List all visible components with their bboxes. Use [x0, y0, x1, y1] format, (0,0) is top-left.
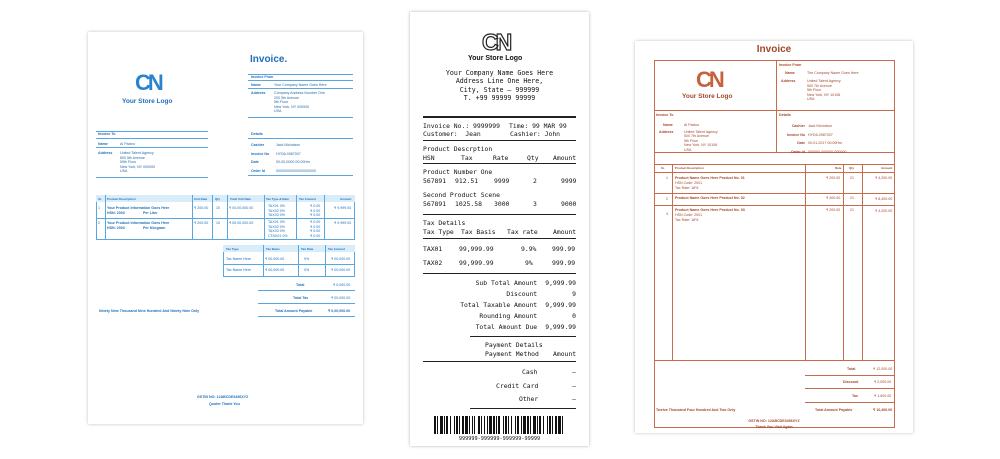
from-name: Your Company Name Goes Here — [274, 83, 327, 87]
row1-per: Per Liter — [143, 211, 158, 215]
details-values: Jack Nicholson HYD6-0987007 00-00-0000 00:00Hrs 00000000000000000000 — [276, 143, 316, 173]
barcode-bar — [469, 416, 470, 434]
receipt-col-hsn: HSN — [423, 154, 435, 162]
red-to-address: United Talent Agency 500 7th Avenue 5th Floor New York, NY 10108 USA — [684, 130, 718, 152]
row2-total: ₹ 00,00,000.00 — [229, 221, 254, 225]
red-from-name: The Company Name Goes Here — [807, 71, 859, 75]
red-discount-value: ₹ 2,000.00 — [874, 380, 892, 384]
red-details-keys: Cashier Invoice No Date Order Id — [786, 124, 805, 154]
total-value: ₹ 0,000.00 — [333, 283, 351, 287]
barcode-bar — [481, 416, 482, 434]
red-total-label: Total — [847, 367, 856, 371]
red-amount-in-words: Twelve Thousand Four Hundred And Two Only — [656, 408, 736, 412]
receipt-item1-tax: 912.51 — [455, 177, 479, 185]
payable-value: ₹ 0,00,000.00 — [328, 309, 351, 313]
receipt-item1-rate: 9999 — [494, 177, 510, 185]
receipt-tax2-basis: 99,999.99 — [459, 259, 494, 267]
red-to-address-label: Address — [659, 130, 674, 134]
row2-rate: ₹ 200.00 — [194, 221, 209, 225]
red-from-heading: Invoice From — [779, 63, 802, 67]
details-heading: Details — [251, 132, 263, 136]
receipt-payment-amount: Amount — [553, 350, 577, 358]
red-to-heading: Invoice To — [656, 113, 674, 117]
red-invoice-title: Invoice — [756, 44, 792, 55]
barcode-bar — [456, 416, 458, 434]
red-row1-rate: ₹ 200.00 — [826, 176, 841, 180]
red-row1-desc: Product Name Goes Here Product No. 01 — [675, 176, 745, 180]
row2-desc: Your Product Information Goes Here — [107, 221, 170, 225]
receipt-col-tax: Tax — [461, 154, 473, 162]
red-col-amount: Amount — [881, 166, 893, 170]
barcode-bar — [487, 416, 488, 434]
red-row2-qty: 21 — [850, 196, 854, 200]
red-row2-sr: 2 — [666, 197, 668, 201]
barcode-bar — [539, 416, 541, 434]
red-row3-desc: Product Name Goes Here Product No. 03 — [675, 208, 745, 212]
barcode-text: 999999-999999-999999-99999 — [458, 436, 541, 442]
row1-desc: Your Product Information Goes Here — [107, 206, 170, 210]
receipt-tax1-type: TAX01 — [423, 245, 443, 253]
receipt-item2-qty: 3 — [533, 200, 537, 208]
red-col-rate: Rate — [835, 166, 842, 170]
receipt-summary: Sub Total Amount 9,999.99 Discount 9 Total Taxable Amount 9,999.99 Rounding Amount 0 Total Amount Due 9,999.99 — [460, 279, 576, 331]
receipt-item2-rate: 3000 — [494, 200, 510, 208]
total-label: Total — [296, 283, 305, 287]
to-address-label: Address — [98, 151, 113, 155]
barcode-bar — [547, 416, 548, 434]
red-payable-value: ₹ 10,400.00 — [873, 408, 893, 412]
row1-taxamt: ₹ 0.00 ₹ 0.00 ₹ 0.00 — [310, 204, 321, 217]
red-row1-tax: Tax Rate: 18% — [675, 186, 699, 190]
receipt-company-block — [410, 69, 589, 103]
barcode-bar — [459, 416, 460, 434]
row1-amount: ₹ 9,999.00 — [334, 206, 352, 210]
tax-row1-type: Tax Name Here — [226, 257, 251, 261]
receipt-address1: Address Line One Here, — [455, 77, 544, 86]
receipt-item1-name: Product Number One — [423, 168, 493, 176]
receipt-phone: T. +99 99999 99999 — [463, 94, 536, 103]
tax-row2-type: Tax Name Here — [226, 268, 251, 272]
barcode-bar — [493, 416, 495, 434]
red-row2-amount: ₹ 8,400.00 — [875, 197, 893, 201]
invoice-from-heading: Invoice From — [251, 75, 274, 79]
receipt-payment-method: Payment Method — [485, 350, 539, 358]
col-total-unit-rate: Total Unit Rate — [230, 197, 251, 201]
barcode-bar — [543, 416, 544, 434]
barcode-bar — [474, 416, 475, 434]
tax-col-basis: Tax Basis — [266, 247, 280, 251]
barcode-bar — [478, 416, 480, 434]
red-from-address-label: Address — [781, 79, 796, 83]
barcode-bar — [515, 416, 516, 434]
red-to-name: Al Pacino — [684, 123, 700, 127]
red-col-sr: Sr. — [661, 166, 665, 170]
row2-taxamt: ₹ 0.00 ₹ 0.00 ₹ 0.00 ₹ 0.00 — [310, 220, 321, 238]
receipt-address2: City, State – 999999 — [459, 85, 540, 94]
receipt-col-qty: Qty — [527, 154, 539, 162]
red-col-qty: Qty — [849, 166, 855, 170]
barcode-bar — [549, 416, 551, 434]
receipt-tax1-basis: 99,999.99 — [459, 245, 494, 253]
receipt-tax-col-basis: Tax Basis — [461, 228, 496, 236]
payable-label: Total Amount Payable — [275, 309, 313, 313]
to-address: United Talent Agency 800 5th Avenue 59th Floor New York, NY 000000 USA — [120, 151, 156, 174]
barcode-bar — [552, 416, 553, 434]
tax-row1-amount: ₹ 00,000.00 — [331, 257, 351, 261]
tax-row2-rate: 0% — [304, 268, 310, 272]
tax-row1-basis: ₹ 00,000.00 — [265, 257, 285, 261]
receipt-payment-heading: Payment Details — [485, 341, 543, 349]
details-keys: Cashier Invoice No Date Order Id — [251, 143, 270, 173]
red-row1-hsn: HSN Code: 2001 — [675, 181, 703, 185]
from-address: Company Address Number One 200 5th Avenue 5th Floor New York, NY 000000 USA — [274, 91, 325, 114]
barcode-bar — [434, 416, 436, 434]
red-row3-sr: 3 — [666, 212, 668, 216]
red-tax-label: Tax — [852, 394, 858, 398]
receipt-tax-col-amount: Amount — [553, 228, 577, 236]
from-address-label: Address — [251, 91, 266, 95]
receipt-logo-mark: CN — [482, 29, 510, 55]
receipt-invoice-no: Invoice No.: 9999999 — [423, 122, 500, 130]
barcode-bar — [533, 416, 536, 434]
col-qty: Qty — [215, 197, 221, 201]
store-logo-text: Your Store Logo — [122, 98, 173, 105]
red-details-heading: Details — [779, 113, 791, 117]
receipt-tax-col-type: Tax Type — [423, 228, 454, 236]
receipt-col-desc: Product Descrption — [423, 145, 493, 153]
red-to-name-label: Name — [663, 123, 673, 127]
gstin: GSTIN NO: 12ABCDE3456XYZ — [197, 395, 249, 399]
barcode-bar — [558, 416, 561, 434]
barcode-bar — [450, 416, 451, 434]
tax-row2-amount: ₹ 00,000.00 — [331, 268, 351, 272]
barcode-bar — [508, 416, 509, 434]
barcode-bar — [440, 416, 443, 434]
row1-rate: ₹ 200.00 — [194, 206, 209, 210]
blue-invoice-page — [88, 32, 363, 424]
amount-in-words: Ninety Nine Thousand Nine Hundred And Ninety Nine Only — [99, 309, 200, 313]
barcode-bar — [555, 416, 557, 434]
receipt-payment-rows: Cash – Credit Card – Other – — [496, 368, 576, 403]
tax-col-amount: Tax Amount — [328, 247, 345, 251]
barcode-bar — [523, 416, 526, 434]
red-row2-desc: Product Name Goes Here Product No. 02 — [675, 196, 745, 200]
col-unit-rate: Unit Rate — [194, 197, 208, 201]
receipt-page — [410, 12, 589, 446]
col-tax-type: Tax Type & Rate — [266, 197, 289, 201]
barcode-bar — [498, 416, 500, 434]
red-row3-qty: 21 — [850, 208, 854, 212]
barcode-bar — [530, 416, 531, 434]
receipt-item1-qty: 2 — [533, 177, 537, 185]
red-logo-text: Your Store Logo — [682, 93, 733, 100]
red-discount-label: Discount — [843, 380, 859, 384]
barcode-bar — [462, 416, 464, 434]
receipt-item2-amount: 9000 — [561, 200, 577, 208]
to-name-label: Name — [98, 142, 108, 146]
red-tax-value: ₹ 1,600.00 — [874, 394, 892, 398]
receipt-item2-hsn: 567891 — [423, 200, 447, 208]
row2-hsn: HSN: 2003 — [107, 226, 125, 230]
receipt-tax2-rate: 9% — [525, 259, 533, 267]
store-logo-mark: CN — [135, 70, 161, 95]
red-from-name-label: Name — [785, 71, 795, 75]
receipt-item1-hsn: 567891 — [423, 177, 447, 185]
row2-sr: 2 — [98, 221, 100, 225]
row1-hsn: HSN: 2003 — [107, 211, 125, 215]
col-desc: Product Description — [107, 197, 136, 201]
receipt-company: Your Company Name Goes Here — [445, 69, 554, 77]
barcode-bar — [444, 416, 445, 434]
red-row1-qty: 21 — [850, 176, 854, 180]
red-invoice-page — [635, 41, 913, 433]
red-total-value: ₹ 12,000.00 — [873, 367, 893, 371]
tax-row2-basis: ₹ 00,000.00 — [265, 268, 285, 272]
receipt-customer: Customer: Jean — [423, 130, 481, 138]
row1-qty: 10 — [216, 206, 220, 210]
tax-col-rate: Tax Rate — [301, 247, 314, 251]
barcode-image — [434, 416, 565, 434]
invoice-title: Invoice. — [250, 54, 288, 65]
col-tax-amount: Tax Amount — [299, 197, 316, 201]
receipt-item2-name: Second Product Scene — [423, 191, 500, 199]
receipt-logo-text: Your Store Logo — [468, 55, 523, 62]
row2-per: Per Kilogram — [143, 226, 166, 230]
receipt-col-rate: Rate — [493, 154, 509, 162]
red-thank-you: Thank You Visit Again — [755, 425, 793, 429]
red-payable-label: Total Amount Payable — [815, 408, 853, 412]
receipt-tax-col-rate: Tax rate — [507, 228, 538, 236]
row1-taxes: TAX01 0% TAX02 0% TAX03 0% — [268, 204, 285, 217]
tax-row1-rate: 9% — [304, 257, 310, 261]
thank-you-note: Quoter Thank You — [209, 402, 240, 406]
red-row3-amount: ₹ 4,200.00 — [875, 209, 893, 213]
red-row3-tax: Tax Rate: 18% — [675, 218, 699, 222]
total-tax-value: ₹ 00,000.00 — [331, 296, 351, 300]
red-row2-rate: ₹ 400.00 — [826, 196, 841, 200]
barcode-bar — [472, 416, 473, 434]
row2-taxes: TAX01 0% TAX02 0% TAX03 0% CTAX01 0% — [268, 220, 288, 238]
receipt-tax1-rate: 9.9% — [521, 245, 537, 253]
to-name: Al Pacino — [120, 142, 136, 146]
receipt-col-amount: Amount — [553, 154, 577, 162]
barcode-bar — [489, 416, 492, 434]
receipt-tax-heading: Tax Details — [423, 219, 466, 227]
barcode-bar — [465, 416, 468, 434]
receipt-item2-tax: 1025.58 — [455, 200, 482, 208]
barcode-bar — [537, 416, 538, 434]
row2-qty: 10 — [216, 221, 220, 225]
receipt-cashier: Cashier: John — [510, 130, 561, 138]
red-gstin: GSTIN NO: 12ABCDE3456XYZ — [748, 419, 800, 423]
row1-total: ₹ 00,00,000.00 — [229, 206, 254, 210]
red-details-values: Jack Nicholson HYD6-0987007 00-01-2017 00:00Hrs 000000-000000-000000 — [808, 124, 847, 154]
barcode-bar — [511, 416, 512, 434]
total-tax-label: Total Tax — [293, 296, 309, 300]
red-row3-rate: ₹ 200.00 — [826, 208, 841, 212]
from-name-label: Name — [251, 83, 261, 87]
receipt-time: Time: 99 MAR 99 — [509, 122, 567, 130]
red-row3-hsn: HSN Code: 2001 — [675, 213, 703, 217]
red-invoice-frame — [654, 60, 895, 428]
col-sr: Sr. — [98, 197, 102, 201]
red-from-address: United Talent Agency 500 7th Avenue 5th Floor New York, NY 10108 USA — [807, 79, 841, 102]
barcode-bar — [517, 416, 519, 434]
red-logo-mark: CN — [696, 67, 722, 92]
barcode-bar — [503, 416, 504, 434]
invoice-to-heading: Invoice To — [98, 132, 116, 136]
barcode-bar — [454, 416, 455, 434]
receipt-tax1-amount: 999.99 — [552, 245, 576, 253]
tax-col-type: Tax Type — [226, 247, 239, 251]
barcode-bar — [562, 416, 563, 434]
receipt-tax2-type: TAX02 — [423, 259, 443, 267]
receipt-item1-amount: 9999 — [561, 177, 577, 185]
barcode-bar — [505, 416, 507, 434]
barcode-bar — [484, 416, 485, 434]
col-amount: Amount — [340, 197, 352, 201]
barcode-bar — [527, 416, 529, 434]
red-row1-amount: ₹ 4,200.00 — [875, 176, 893, 180]
barcode-bar — [496, 416, 497, 434]
barcode-bar — [437, 416, 438, 434]
row1-sr: 1 — [98, 206, 100, 210]
receipt-tax2-amount: 999.99 — [552, 259, 576, 267]
red-row1-sr: 1 — [666, 176, 668, 180]
red-col-desc: Product Description — [675, 166, 704, 170]
barcode-bar — [521, 416, 522, 434]
barcode-bar — [446, 416, 448, 434]
row2-amount: ₹ 9,999.00 — [334, 221, 352, 225]
